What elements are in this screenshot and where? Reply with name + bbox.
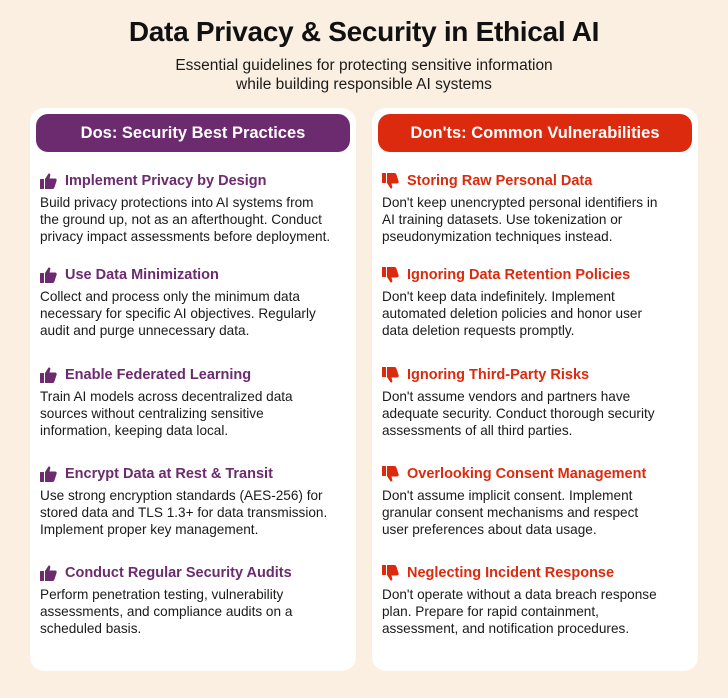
page-subtitle xyxy=(0,56,728,94)
item-title: Neglecting Incident Response xyxy=(407,565,615,581)
desc-line: Don't assume implicit consent. Implement xyxy=(382,488,633,503)
subtitle-line: Essential guidelines for protecting sensitive information xyxy=(175,57,553,74)
desc-line: pseudonymization techniques instead. xyxy=(382,229,613,244)
item-description xyxy=(382,288,694,339)
desc-line: automated deletion policies and honor user xyxy=(382,306,642,321)
dos-header: Dos: Security Best Practices xyxy=(36,114,350,152)
donts-item xyxy=(382,172,694,245)
item-description xyxy=(40,288,352,339)
dos-item xyxy=(40,564,352,637)
item-description xyxy=(382,586,694,637)
item-title: Use Data Minimization xyxy=(65,267,219,283)
desc-line: Don't assume vendors and partners have xyxy=(382,389,631,404)
item-description xyxy=(40,194,352,245)
desc-line: assessments, and compliance audits on a xyxy=(40,604,293,619)
desc-line: granular consent mechanisms and respect xyxy=(382,505,639,520)
subtitle-line: while building responsible AI systems xyxy=(236,76,492,93)
desc-line: sources without centralizing sensitive xyxy=(40,406,264,421)
item-description xyxy=(40,388,352,439)
donts-item xyxy=(382,366,694,439)
desc-line: necessary for specific AI objectives. Regularly xyxy=(40,306,316,321)
item-description xyxy=(382,487,694,538)
item-title: Encrypt Data at Rest & Transit xyxy=(65,466,273,482)
desc-line: privacy impact assessments before deployment. xyxy=(40,229,331,244)
donts-item xyxy=(382,266,694,339)
thumbs-up-icon xyxy=(40,565,57,581)
dos-item xyxy=(40,465,352,538)
desc-line: user preferences about data usage. xyxy=(382,522,597,537)
dos-item xyxy=(40,366,352,439)
desc-line: Implement proper key management. xyxy=(40,522,259,537)
desc-line: plan. Prepare for rapid containment, xyxy=(382,604,599,619)
thumbs-up-icon xyxy=(40,173,57,189)
desc-line: Train AI models across decentralized data xyxy=(40,389,293,404)
desc-line: Don't keep unencrypted personal identifiers in xyxy=(382,195,658,210)
desc-line: stored data and TLS 1.3+ for data transmission. xyxy=(40,505,328,520)
thumbs-down-icon xyxy=(382,173,399,189)
desc-line: assessment, and notification procedures. xyxy=(382,621,630,636)
desc-line: information, keeping data local. xyxy=(40,423,229,438)
desc-line: Use strong encryption standards (AES-256) for xyxy=(40,488,323,503)
desc-line: scheduled basis. xyxy=(40,621,142,636)
desc-line: adequate security. Conduct thorough security xyxy=(382,406,655,421)
dos-item xyxy=(40,172,352,245)
item-title: Ignoring Third-Party Risks xyxy=(407,367,590,383)
thumbs-up-icon xyxy=(40,267,57,283)
item-description xyxy=(382,388,694,439)
donts-item xyxy=(382,564,694,637)
dos-item xyxy=(40,266,352,339)
item-title: Conduct Regular Security Audits xyxy=(65,565,292,581)
item-description xyxy=(382,194,694,245)
desc-line: assessments of all third parties. xyxy=(382,423,573,438)
page-title: Data Privacy & Security in Ethical AI xyxy=(128,16,600,47)
item-title: Storing Raw Personal Data xyxy=(407,173,593,189)
item-description xyxy=(40,487,352,538)
desc-line: Don't operate without a data breach response xyxy=(382,587,657,602)
item-description xyxy=(40,586,352,637)
item-title: Enable Federated Learning xyxy=(65,367,252,383)
thumbs-up-icon xyxy=(40,466,57,482)
item-title: Overlooking Consent Management xyxy=(407,466,647,482)
donts-header: Don'ts: Common Vulnerabilities xyxy=(378,114,692,152)
thumbs-down-icon xyxy=(382,367,399,383)
item-title: Implement Privacy by Design xyxy=(65,173,267,189)
thumbs-up-icon xyxy=(40,367,57,383)
donts-panel xyxy=(372,108,698,671)
thumbs-down-icon xyxy=(382,565,399,581)
donts-item xyxy=(382,465,694,538)
item-title: Ignoring Data Retention Policies xyxy=(407,267,631,283)
desc-line: AI training datasets. Use tokenization or xyxy=(382,212,623,227)
desc-line: Collect and process only the minimum data xyxy=(40,289,300,304)
desc-line: Build privacy protections into AI systems from xyxy=(40,195,314,210)
desc-line: the ground up, not as an afterthought. Conduct xyxy=(40,212,322,227)
thumbs-down-icon xyxy=(382,267,399,283)
dos-panel xyxy=(30,108,356,671)
desc-line: audit and purge unnecessary data. xyxy=(40,323,250,338)
desc-line: Perform penetration testing, vulnerability xyxy=(40,587,284,602)
desc-line: Don't keep data indefinitely. Implement xyxy=(382,289,615,304)
thumbs-down-icon xyxy=(382,466,399,482)
desc-line: data deletion requests promptly. xyxy=(382,323,575,338)
